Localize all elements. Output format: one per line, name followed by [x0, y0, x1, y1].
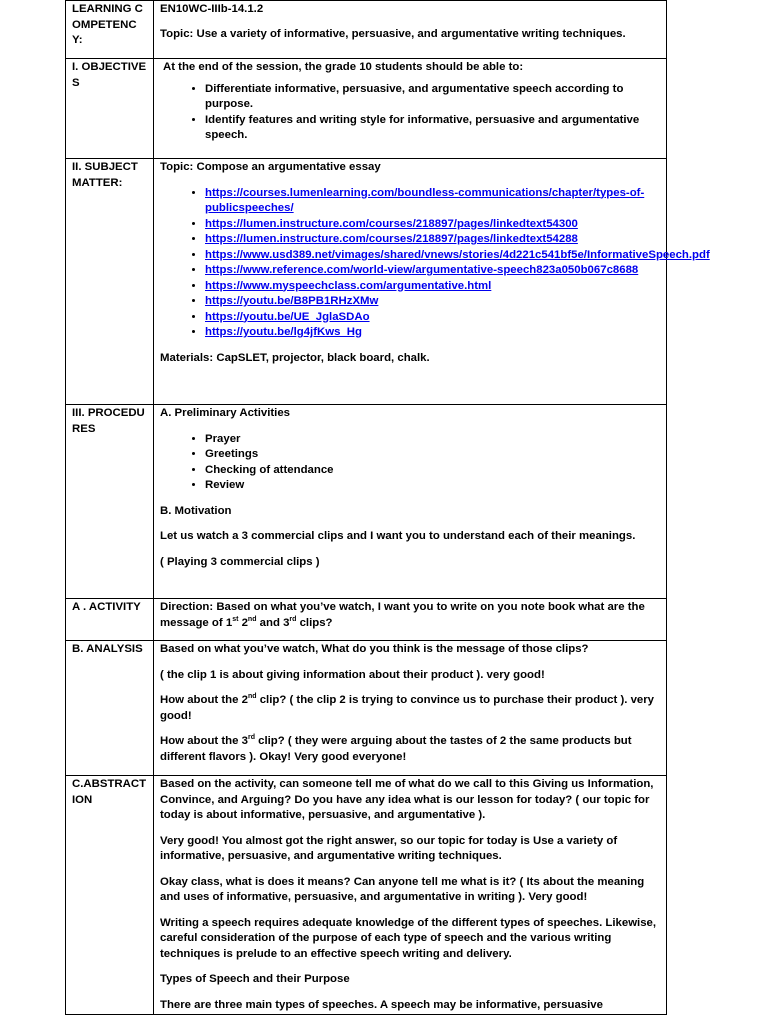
subject-cell — [154, 159, 710, 405]
analysis-label: B. ANALYSIS — [66, 641, 154, 776]
abstraction-paragraph: Very good! You almost got the right answer, so our topic for today is Use a variety of informative, persuasive, and argumentative writing techniques. — [160, 834, 618, 862]
materials-text: Materials: CapSLET, projector, black board, chalk. — [160, 351, 430, 364]
objectives-row — [66, 59, 667, 159]
activity-label: A . ACTIVITY — [66, 599, 154, 641]
competency-label: LEARNING COMPETENCY: — [66, 1, 154, 59]
reference-link[interactable]: https://www.myspeechclass.com/argumentative.html — [205, 279, 492, 292]
reference-links — [160, 186, 710, 341]
activity-row — [66, 599, 667, 641]
analysis-answer-3: How about the 3rd clip? ( they were arguing about the tastes of 2 the same products but different flavors ). Okay! Very good everyone! — [160, 734, 632, 763]
preliminary-item: • Checking of attendance — [205, 463, 660, 479]
procedures-cell — [154, 405, 667, 599]
reference-link[interactable]: https://youtu.be/UE_JglaSDAo — [205, 310, 370, 323]
subject-label: II. SUBJECT MATTER: — [66, 159, 154, 405]
reference-link[interactable]: https://www.reference.com/world-view/argumentative-speech823a050b067c8688 — [205, 264, 639, 276]
competency-cell — [154, 1, 667, 59]
preliminary-item: • Greetings — [205, 447, 660, 463]
reference-link[interactable]: https://www.usd389.net/vimages/shared/vnews/stories/4d221c541bf5e/InformativeSpeech.pdf — [205, 248, 710, 261]
preliminary-item: • Prayer — [205, 432, 660, 448]
playing-text: ( Playing 3 commercial clips ) — [160, 555, 320, 568]
reference-link[interactable]: https://youtu.be/lg4jfKws_Hg — [205, 326, 362, 338]
preliminary-list — [160, 432, 660, 494]
reference-link[interactable]: https://courses.lumenlearning.com/boundless-communications/chapter/types-of-publicspeeches/ — [205, 186, 645, 214]
competency-code: EN10WC-IIIb-14.1.2 — [160, 3, 264, 15]
abstraction-paragraph: Based on the activity, can someone tell me of what do we call to this Giving us Information, Convince, and Arguing? Do you have any idea what is our lesson for today? ( our topic for today is about informative, persuasive, and argumentative ). — [160, 778, 654, 821]
subject-row — [66, 159, 667, 405]
activity-cell — [154, 599, 667, 641]
activity-direction: Direction: Based on what you’ve watch, I want you to write on you note book what are the message of 1st 2nd and 3rd clips? — [160, 601, 645, 629]
preliminary-item: • Review — [205, 478, 660, 494]
procedures-label: III. PROCEDURES — [66, 405, 154, 599]
abstraction-cell — [154, 776, 667, 1015]
abstraction-paragraph: Writing a speech requires adequate knowledge of the different types of speeches. Likewise, careful consideration of the purpose of each type of speech and the various writing techniques is prelude to an effective speech writing and delivery. — [160, 916, 657, 960]
analysis-answer-2: How about the 2nd clip? ( the clip 2 is trying to convince us to purchase their product ). very good! — [160, 693, 655, 722]
competency-topic: Topic: Use a variety of informative, persuasive, and argumentative writing techniques. — [160, 27, 626, 40]
reference-link[interactable]: https://lumen.instructure.com/courses/218897/pages/linkedtext54300 — [205, 217, 578, 230]
objectives-label: I. OBJECTIVES — [66, 59, 154, 159]
objective-item: • Identify features and writing style for informative, persuasive and argumentative speech. — [205, 113, 660, 144]
motivation-text: Let us watch a 3 commercial clips and I want you to understand each of their meanings. — [160, 530, 636, 542]
reference-link[interactable]: https://youtu.be/B8PB1RHzXMw — [205, 295, 379, 307]
competency-row — [66, 1, 667, 59]
analysis-row — [66, 641, 667, 776]
abstraction-row — [66, 776, 667, 1015]
analysis-cell — [154, 641, 667, 776]
analysis-answer-1: ( the clip 1 is about giving information about their product ). very good! — [160, 668, 545, 681]
abstraction-paragraph: There are three main types of speeches. A speech may be informative, persuasive — [160, 998, 603, 1011]
motivation-heading: B. Motivation — [160, 504, 232, 517]
abstraction-paragraph: Okay class, what is does it means? Can anyone tell me what is it? ( Its about the meaning and uses of informative, persuasive, and argumentative in writing ). Very good! — [160, 875, 645, 903]
abstraction-label: C.ABSTRACTION — [66, 776, 154, 1015]
objectives-list — [160, 82, 660, 144]
preliminary-heading: A. Preliminary Activities — [160, 407, 290, 419]
objectives-cell — [154, 59, 667, 159]
lesson-plan-table — [65, 0, 710, 1015]
procedures-row — [66, 405, 667, 599]
types-heading: Types of Speech and their Purpose — [160, 973, 350, 985]
objective-item: • Differentiate informative, persuasive, and argumentative speech according to purpose. — [205, 82, 660, 113]
reference-link[interactable]: https://lumen.instructure.com/courses/218897/pages/linkedtext54288 — [205, 233, 578, 245]
objectives-intro: At the end of the session, the grade 10 students should be able to: — [163, 61, 524, 73]
subject-topic: Topic: Compose an argumentative essay — [160, 161, 381, 173]
analysis-question: Based on what you’ve watch, What do you think is the message of those clips? — [160, 643, 589, 655]
